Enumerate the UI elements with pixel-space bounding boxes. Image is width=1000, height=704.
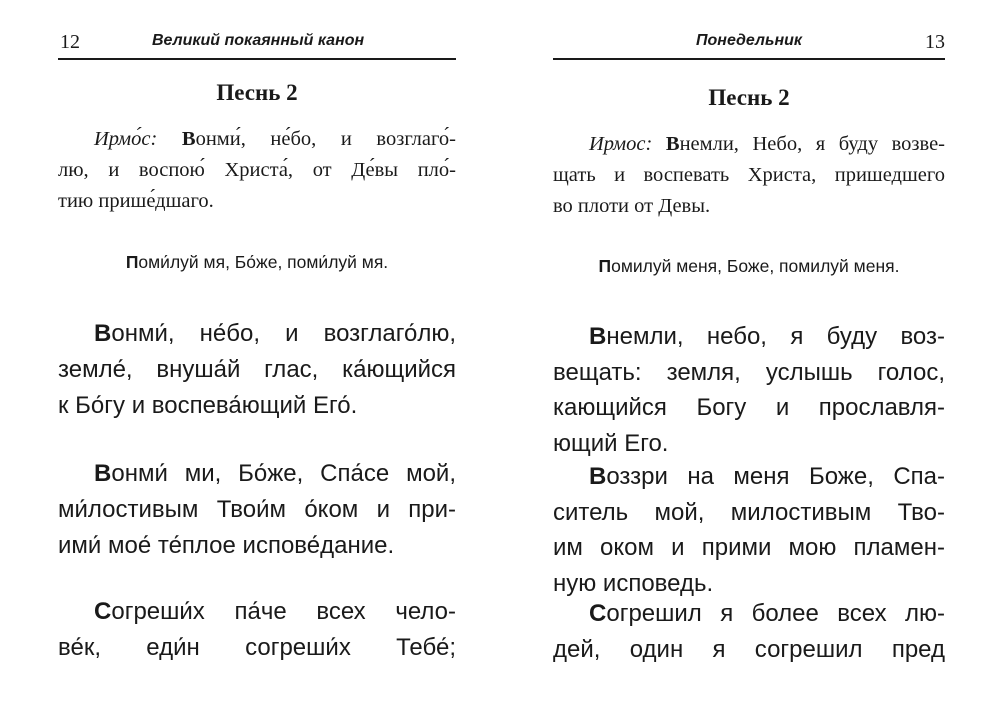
initial-letter: В xyxy=(589,463,607,490)
stanza-line: к Бо́гу и воспева́ющий Его́. xyxy=(58,392,358,419)
stanza xyxy=(58,594,456,666)
irmos-label: Ирмо́с: xyxy=(94,128,158,150)
irmos-line: лю, и воспою́ Христа́, от Де́вы пло́- xyxy=(58,159,456,181)
stanza-line: дей, один я согрешил пред xyxy=(553,635,945,663)
running-title: Понедельник xyxy=(696,32,803,49)
initial-letter: П xyxy=(598,256,612,276)
initial-letter: П xyxy=(125,252,139,272)
irmos-line: во плоти от Девы. xyxy=(553,195,711,217)
irmos-label: Ирмос: xyxy=(589,133,653,155)
irmos-line xyxy=(553,129,945,160)
right-page xyxy=(553,0,945,704)
stanza-line: земле́, внуша́й глас, ка́ющийся xyxy=(58,356,456,383)
irmos xyxy=(553,129,945,222)
stanza-line: кающийся Богу и прославля- xyxy=(553,394,945,421)
irmos-line: тию прише́дшаго. xyxy=(58,190,214,212)
stanza-line: Вонми́ ми, Бо́же, Спа́се мой, xyxy=(94,460,456,487)
running-head xyxy=(553,20,945,60)
initial-letter: В xyxy=(94,320,112,347)
running-title: Великий покаянный канон xyxy=(152,32,365,49)
refrain: Помилуй меня, Боже, помилуй меня. xyxy=(598,256,900,276)
stanza xyxy=(58,456,456,564)
stanza-line: Согрешил я более всех лю- xyxy=(589,600,945,627)
running-head xyxy=(58,20,456,60)
stanza xyxy=(58,316,456,424)
irmos-text: Внемли, Небо, я буду возве- xyxy=(665,133,946,155)
initial-letter: В xyxy=(665,133,680,155)
stanza-line: Воззри на меня Боже, Спа- xyxy=(589,463,945,490)
stanza xyxy=(553,459,945,601)
page-number: 13 xyxy=(925,31,945,53)
irmos-line: щать и воспевать Христа, пришедшего xyxy=(553,164,945,186)
left-page xyxy=(58,0,456,704)
refrain: Поми́луй мя, Бо́же, поми́луй мя. xyxy=(125,252,389,272)
stanza-line: Вонми́, не́бо, и возглаго́лю, xyxy=(94,320,456,347)
page-number: 12 xyxy=(60,31,80,53)
initial-letter: В xyxy=(589,323,607,350)
stanza xyxy=(553,319,945,461)
initial-letter: С xyxy=(94,598,112,625)
stanza-line: им оком и прими мою пламен- xyxy=(553,534,945,561)
stanza-line: ющий Его. xyxy=(553,429,669,457)
stanza-line: ими́ мое́ те́плое испове́дание. xyxy=(58,532,395,559)
irmos-text: Вонми́, не́бо, и возглаго́- xyxy=(181,128,456,150)
song-title: Песнь 2 xyxy=(708,85,790,110)
stanza-line: Внемли, небо, я буду воз- xyxy=(589,323,945,350)
stanza-line: вещать: земля, услышь голос, xyxy=(553,358,945,386)
stanza xyxy=(553,596,945,667)
song-title: Песнь 2 xyxy=(216,80,298,105)
initial-letter: С xyxy=(589,600,607,627)
stanza-line: ми́лостивым Твои́м о́ком и при- xyxy=(58,496,456,523)
initial-letter: В xyxy=(181,128,196,150)
stanza-line: ве́к, еди́н согреши́х Тебе́; xyxy=(58,634,456,661)
initial-letter: В xyxy=(94,460,112,487)
stanza-line: ную исповедь. xyxy=(553,569,714,597)
stanza-line: Согреши́х па́че всех чело- xyxy=(94,598,456,625)
irmos xyxy=(58,124,456,217)
stanza-line: ситель мой, милостивым Тво- xyxy=(553,498,945,526)
irmos-line xyxy=(58,124,456,155)
